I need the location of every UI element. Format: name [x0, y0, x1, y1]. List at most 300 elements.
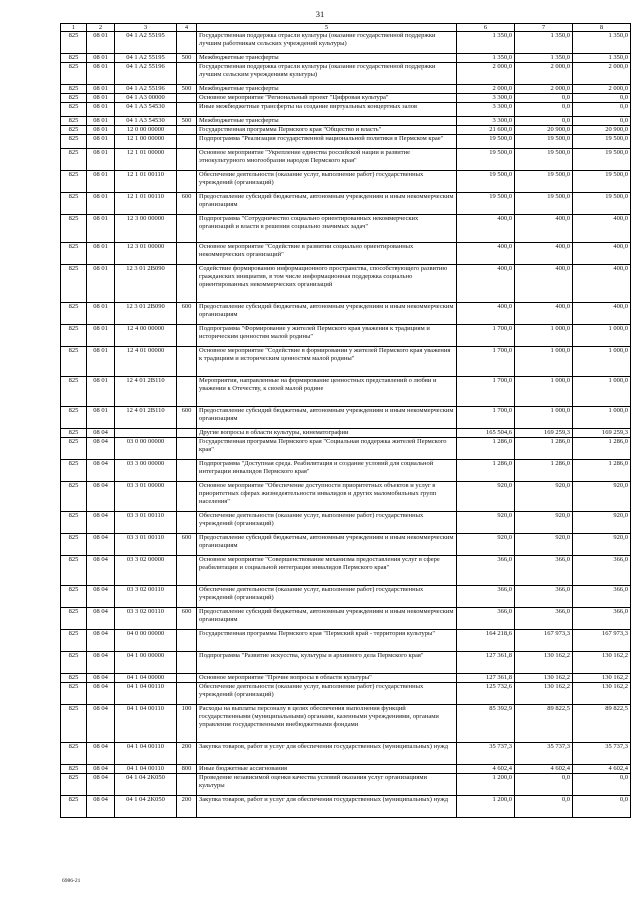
cell-target-article: 03 3 01 00110	[115, 534, 177, 556]
cell-amount-2023: 0,0	[515, 117, 573, 126]
cell-description: Подпрограмма "Сотрудничество социально ориентированных некоммерческих организаций и власти в решении социально значимых задач"	[197, 215, 457, 243]
cell-description: Основное мероприятие "Совершенствование механизма предоставления услуг в сфере реабилитации и социальной интеграции инвалидов Пермского края"	[197, 556, 457, 586]
cell-amount-2024: 89 822,5	[573, 705, 631, 743]
cell-amount-2022: 165 504,6	[457, 429, 515, 438]
cell-grbs: 825	[61, 460, 87, 482]
cell-target-article: 04 1 00 00000	[115, 652, 177, 674]
cell-grbs: 825	[61, 482, 87, 512]
cell-target-article: 04 1 04 00110	[115, 683, 177, 705]
cell-amount-2023: 19 500,0	[515, 193, 573, 215]
cell-description: Иные межбюджетные трансферты на создание виртуальных концертных залов	[197, 103, 457, 117]
cell-grbs: 825	[61, 765, 87, 774]
table-row	[61, 534, 631, 556]
cell-grbs: 825	[61, 743, 87, 765]
cell-expense-type	[177, 683, 197, 705]
cell-grbs: 825	[61, 243, 87, 265]
cell-description: Основное мероприятие "Региональный проект "Цифровая культура"	[197, 94, 457, 103]
cell-amount-2024: 2 000,0	[573, 63, 631, 85]
cell-amount-2024: 920,0	[573, 534, 631, 556]
cell-target-article: 12 1 00 00000	[115, 135, 177, 149]
cell-grbs: 825	[61, 149, 87, 171]
cell-section: 08 01	[87, 135, 115, 149]
table-row	[61, 429, 631, 438]
cell-expense-type	[177, 438, 197, 460]
cell-amount-2022: 366,0	[457, 608, 515, 630]
header-cell: 2	[87, 24, 115, 32]
cell-amount-2023: 1 000,0	[515, 377, 573, 407]
cell-grbs: 825	[61, 117, 87, 126]
cell-grbs: 825	[61, 774, 87, 796]
cell-amount-2022: 19 500,0	[457, 171, 515, 193]
cell-target-article: 04 1 04 2K050	[115, 774, 177, 796]
cell-description: Межбюджетные трансферты	[197, 85, 457, 94]
cell-amount-2024: 400,0	[573, 303, 631, 325]
cell-amount-2023: 400,0	[515, 303, 573, 325]
cell-expense-type	[177, 171, 197, 193]
cell-expense-type: 500	[177, 117, 197, 126]
cell-section: 08 04	[87, 705, 115, 743]
cell-grbs: 825	[61, 556, 87, 586]
cell-amount-2022: 125 732,6	[457, 683, 515, 705]
cell-amount-2024: 1 350,0	[573, 54, 631, 63]
cell-amount-2022: 1 350,0	[457, 54, 515, 63]
cell-amount-2023: 130 162,2	[515, 683, 573, 705]
cell-target-article: 12 4 01 00000	[115, 347, 177, 377]
cell-amount-2022: 35 737,3	[457, 743, 515, 765]
cell-target-article: 03 3 02 00110	[115, 608, 177, 630]
table-row	[61, 103, 631, 117]
cell-grbs: 825	[61, 429, 87, 438]
cell-amount-2024: 20 900,0	[573, 126, 631, 135]
cell-description: Подпрограмма "Развитие искусства, культуры и архивного дела Пермского края"	[197, 652, 457, 674]
cell-target-article: 04 1 A3 54530	[115, 117, 177, 126]
cell-section: 08 04	[87, 586, 115, 608]
cell-description: Государственная программа Пермского края "Пермский край - территория культуры"	[197, 630, 457, 652]
cell-amount-2023: 167 973,3	[515, 630, 573, 652]
cell-expense-type: 600	[177, 407, 197, 429]
cell-amount-2023: 2 000,0	[515, 63, 573, 85]
page-number: 31	[315, 9, 325, 19]
cell-section: 08 04	[87, 683, 115, 705]
cell-expense-type	[177, 103, 197, 117]
table-row	[61, 94, 631, 103]
table-row	[61, 796, 631, 818]
cell-grbs: 825	[61, 94, 87, 103]
header-cell: 3	[115, 24, 177, 32]
cell-amount-2022: 920,0	[457, 482, 515, 512]
cell-expense-type: 100	[177, 705, 197, 743]
cell-section: 08 04	[87, 556, 115, 586]
cell-amount-2023: 0,0	[515, 774, 573, 796]
cell-amount-2024: 0,0	[573, 117, 631, 126]
cell-amount-2023: 1 000,0	[515, 347, 573, 377]
cell-section: 08 04	[87, 438, 115, 460]
cell-grbs: 825	[61, 347, 87, 377]
cell-description: Обеспечение деятельности (оказание услуг, выполнение работ) государственных учреждений (организаций)	[197, 586, 457, 608]
table-row	[61, 85, 631, 94]
cell-amount-2024: 19 500,0	[573, 149, 631, 171]
cell-expense-type	[177, 586, 197, 608]
cell-amount-2024: 2 000,0	[573, 85, 631, 94]
cell-amount-2023: 1 286,0	[515, 438, 573, 460]
cell-amount-2022: 1 286,0	[457, 460, 515, 482]
cell-grbs: 825	[61, 608, 87, 630]
table-row	[61, 63, 631, 85]
cell-amount-2023: 920,0	[515, 482, 573, 512]
cell-expense-type	[177, 135, 197, 149]
cell-expense-type: 600	[177, 303, 197, 325]
cell-target-article: 12 4 01 2B110	[115, 377, 177, 407]
cell-amount-2022: 366,0	[457, 556, 515, 586]
cell-amount-2024: 1 350,0	[573, 32, 631, 54]
cell-section: 08 04	[87, 674, 115, 683]
cell-section: 08 04	[87, 608, 115, 630]
cell-target-article: 12 4 00 00000	[115, 325, 177, 347]
cell-grbs: 825	[61, 512, 87, 534]
cell-amount-2023: 366,0	[515, 586, 573, 608]
table-row	[61, 32, 631, 54]
cell-grbs: 825	[61, 705, 87, 743]
cell-target-article: 04 1 A2 55195	[115, 54, 177, 63]
cell-target-article: 04 1 A2 55196	[115, 63, 177, 85]
cell-description: Обеспечение деятельности (оказание услуг, выполнение работ) государственных учреждений (организаций)	[197, 683, 457, 705]
cell-section: 08 04	[87, 630, 115, 652]
cell-amount-2023: 89 822,5	[515, 705, 573, 743]
cell-target-article	[115, 429, 177, 438]
cell-section: 08 01	[87, 377, 115, 407]
cell-amount-2022: 1 700,0	[457, 377, 515, 407]
table-row	[61, 377, 631, 407]
cell-grbs: 825	[61, 32, 87, 54]
cell-expense-type	[177, 377, 197, 407]
cell-grbs: 825	[61, 303, 87, 325]
cell-grbs: 825	[61, 630, 87, 652]
cell-amount-2022: 19 500,0	[457, 193, 515, 215]
cell-amount-2023: 169 259,3	[515, 429, 573, 438]
cell-expense-type	[177, 512, 197, 534]
cell-amount-2022: 3 300,0	[457, 94, 515, 103]
cell-grbs: 825	[61, 103, 87, 117]
table-row	[61, 674, 631, 683]
cell-amount-2023: 19 500,0	[515, 171, 573, 193]
cell-amount-2022: 164 218,6	[457, 630, 515, 652]
cell-amount-2022: 4 602,4	[457, 765, 515, 774]
table-row	[61, 765, 631, 774]
cell-grbs: 825	[61, 193, 87, 215]
cell-section: 08 01	[87, 171, 115, 193]
cell-description: Закупка товаров, работ и услуг для обеспечения государственных (муниципальных) нужд	[197, 796, 457, 818]
cell-expense-type: 500	[177, 54, 197, 63]
cell-amount-2022: 920,0	[457, 534, 515, 556]
cell-amount-2024: 1 000,0	[573, 325, 631, 347]
cell-description: Подпрограмма "Реализация государственной национальной политики в Пермском крае"	[197, 135, 457, 149]
cell-section: 08 01	[87, 103, 115, 117]
cell-description: Межбюджетные трансферты	[197, 54, 457, 63]
cell-expense-type	[177, 215, 197, 243]
cell-amount-2023: 130 162,2	[515, 652, 573, 674]
cell-section: 08 04	[87, 796, 115, 818]
cell-section: 08 01	[87, 85, 115, 94]
cell-description: Межбюджетные трансферты	[197, 117, 457, 126]
cell-grbs: 825	[61, 674, 87, 683]
cell-amount-2022: 400,0	[457, 215, 515, 243]
cell-amount-2023: 1 000,0	[515, 407, 573, 429]
table-row	[61, 683, 631, 705]
cell-description: Государственная программа Пермского края "Общество и власть"	[197, 126, 457, 135]
cell-target-article: 04 1 04 00000	[115, 674, 177, 683]
budget-table	[60, 23, 631, 818]
cell-grbs: 825	[61, 438, 87, 460]
table-row	[61, 774, 631, 796]
cell-expense-type	[177, 429, 197, 438]
cell-target-article: 03 3 00 00000	[115, 460, 177, 482]
cell-expense-type: 600	[177, 608, 197, 630]
header-cell: 4	[177, 24, 197, 32]
cell-expense-type	[177, 265, 197, 303]
cell-amount-2024: 19 500,0	[573, 193, 631, 215]
cell-description: Основное мероприятие "Укрепление единства российской нации и развитие этнокультурного многообразия народов Пермского края"	[197, 149, 457, 171]
cell-grbs: 825	[61, 54, 87, 63]
cell-section: 08 04	[87, 774, 115, 796]
cell-description: Предоставление субсидий бюджетным, автономным учреждениям и иным некоммерческим организациям	[197, 407, 457, 429]
cell-amount-2022: 1 200,0	[457, 774, 515, 796]
cell-grbs: 825	[61, 171, 87, 193]
cell-amount-2023: 1 350,0	[515, 54, 573, 63]
cell-target-article: 12 3 01 2B090	[115, 265, 177, 303]
cell-target-article: 04 1 04 00110	[115, 743, 177, 765]
cell-target-article: 04 1 04 00110	[115, 765, 177, 774]
cell-amount-2024: 130 162,2	[573, 683, 631, 705]
cell-amount-2023: 1 286,0	[515, 460, 573, 482]
cell-section: 08 01	[87, 325, 115, 347]
table-row	[61, 743, 631, 765]
table-row	[61, 630, 631, 652]
cell-section: 08 01	[87, 243, 115, 265]
cell-amount-2022: 19 500,0	[457, 149, 515, 171]
cell-expense-type	[177, 325, 197, 347]
cell-amount-2024: 1 000,0	[573, 377, 631, 407]
table-row	[61, 149, 631, 171]
cell-amount-2022: 127 361,8	[457, 674, 515, 683]
cell-amount-2023: 0,0	[515, 103, 573, 117]
table-row	[61, 117, 631, 126]
cell-target-article: 12 1 01 00110	[115, 171, 177, 193]
cell-amount-2023: 20 900,0	[515, 126, 573, 135]
cell-section: 08 01	[87, 347, 115, 377]
footer-code: 6986-21	[62, 878, 81, 884]
table-row	[61, 705, 631, 743]
cell-expense-type	[177, 243, 197, 265]
table-row	[61, 215, 631, 243]
header-cell: 5	[197, 24, 457, 32]
cell-section: 08 04	[87, 460, 115, 482]
cell-description: Основное мероприятие "Содействие в формировании у жителей Пермского края уважения к традициям и историческим ценностям малой родины"	[197, 347, 457, 377]
table-row	[61, 512, 631, 534]
cell-grbs: 825	[61, 796, 87, 818]
cell-grbs: 825	[61, 534, 87, 556]
cell-amount-2023: 1 000,0	[515, 325, 573, 347]
cell-amount-2022: 1 700,0	[457, 407, 515, 429]
cell-expense-type: 200	[177, 796, 197, 818]
cell-description: Другие вопросы в области культуры, кинематографии	[197, 429, 457, 438]
table-row	[61, 325, 631, 347]
cell-target-article: 04 1 A2 55195	[115, 32, 177, 54]
cell-expense-type	[177, 347, 197, 377]
cell-amount-2023: 0,0	[515, 796, 573, 818]
cell-description: Закупка товаров, работ и услуг для обеспечения государственных (муниципальных) нужд	[197, 743, 457, 765]
cell-amount-2024: 1 286,0	[573, 460, 631, 482]
cell-grbs: 825	[61, 586, 87, 608]
cell-amount-2024: 1 286,0	[573, 438, 631, 460]
cell-amount-2024: 1 000,0	[573, 407, 631, 429]
cell-section: 08 01	[87, 94, 115, 103]
table-row	[61, 460, 631, 482]
cell-description: Обеспечение деятельности (оказание услуг, выполнение работ) государственных учреждений (организаций)	[197, 171, 457, 193]
cell-target-article: 12 3 00 00000	[115, 215, 177, 243]
cell-amount-2022: 3 300,0	[457, 117, 515, 126]
cell-amount-2024: 366,0	[573, 608, 631, 630]
cell-amount-2024: 35 737,3	[573, 743, 631, 765]
cell-amount-2022: 400,0	[457, 243, 515, 265]
cell-section: 08 04	[87, 429, 115, 438]
cell-description: Государственная поддержка отрасли культуры (оказание государственной поддержки лучшим работникам сельских учреждений культуры)	[197, 32, 457, 54]
cell-amount-2024: 920,0	[573, 512, 631, 534]
cell-amount-2022: 1 286,0	[457, 438, 515, 460]
cell-amount-2024: 19 500,0	[573, 171, 631, 193]
table-row	[61, 482, 631, 512]
cell-target-article: 12 0 00 00000	[115, 126, 177, 135]
cell-section: 08 01	[87, 265, 115, 303]
cell-description: Государственная поддержка отрасли культуры (оказание государственной поддержки лучшим сельским учреждениям культуры)	[197, 63, 457, 85]
cell-grbs: 825	[61, 135, 87, 149]
cell-amount-2024: 4 602,4	[573, 765, 631, 774]
cell-target-article: 03 3 01 00000	[115, 482, 177, 512]
cell-description: Государственная программа Пермского края "Социальная поддержка жителей Пермского края"	[197, 438, 457, 460]
cell-description: Проведение независимой оценки качества условий оказания услуг организациями культуры	[197, 774, 457, 796]
cell-amount-2023: 1 350,0	[515, 32, 573, 54]
cell-target-article: 03 0 00 00000	[115, 438, 177, 460]
cell-amount-2024: 400,0	[573, 215, 631, 243]
cell-grbs: 825	[61, 126, 87, 135]
cell-amount-2023: 35 737,3	[515, 743, 573, 765]
cell-target-article: 12 3 01 00000	[115, 243, 177, 265]
cell-amount-2022: 2 000,0	[457, 63, 515, 85]
table-row	[61, 438, 631, 460]
cell-target-article: 12 1 01 00000	[115, 149, 177, 171]
table-row	[61, 347, 631, 377]
cell-description: Мероприятия, направленные на формирование ценностных представлений о любви и уважении к Отечеству, к своей малой родине	[197, 377, 457, 407]
cell-section: 08 04	[87, 765, 115, 774]
cell-description: Содействие формированию информационного пространства, способствующего развитию гражданских инициатив, в том числе информационная поддержка социально ориентированных некоммерческих организаций	[197, 265, 457, 303]
cell-section: 08 04	[87, 512, 115, 534]
cell-target-article: 03 3 02 00110	[115, 586, 177, 608]
cell-amount-2024: 400,0	[573, 243, 631, 265]
cell-amount-2022: 366,0	[457, 586, 515, 608]
cell-section: 08 01	[87, 54, 115, 63]
cell-amount-2024: 130 162,2	[573, 652, 631, 674]
cell-amount-2022: 1 200,0	[457, 796, 515, 818]
cell-amount-2023: 19 500,0	[515, 149, 573, 171]
table-row	[61, 243, 631, 265]
cell-target-article: 04 0 00 00000	[115, 630, 177, 652]
cell-section: 08 04	[87, 482, 115, 512]
cell-grbs: 825	[61, 652, 87, 674]
cell-expense-type	[177, 460, 197, 482]
table-row	[61, 608, 631, 630]
cell-target-article: 03 3 02 00000	[115, 556, 177, 586]
cell-amount-2024: 920,0	[573, 482, 631, 512]
cell-expense-type	[177, 652, 197, 674]
cell-section: 08 01	[87, 126, 115, 135]
cell-description: Обеспечение деятельности (оказание услуг, выполнение работ) государственных учреждений (организаций)	[197, 512, 457, 534]
cell-amount-2024: 1 000,0	[573, 347, 631, 377]
cell-expense-type	[177, 63, 197, 85]
cell-amount-2023: 400,0	[515, 243, 573, 265]
cell-expense-type: 600	[177, 534, 197, 556]
table-row	[61, 586, 631, 608]
cell-amount-2024: 169 259,3	[573, 429, 631, 438]
cell-amount-2024: 167 973,3	[573, 630, 631, 652]
cell-amount-2022: 1 700,0	[457, 325, 515, 347]
cell-description: Основное мероприятие "Прочие вопросы в области культуры"	[197, 674, 457, 683]
cell-section: 08 04	[87, 534, 115, 556]
cell-section: 08 01	[87, 215, 115, 243]
cell-description: Основное мероприятие "Обеспечение доступности приоритетных объектов и услуг в приоритетных сферах жизнедеятельности инвалидов и других маломобильных групп населения"	[197, 482, 457, 512]
table-row	[61, 265, 631, 303]
cell-description: Предоставление субсидий бюджетным, автономным учреждениям и иным некоммерческим организациям	[197, 534, 457, 556]
cell-section: 08 04	[87, 652, 115, 674]
cell-target-article: 04 1 04 2K050	[115, 796, 177, 818]
cell-description: Подпрограмма "Доступная среда. Реабилитация и создание условий для социальной интеграции инвалидов Пермского края"	[197, 460, 457, 482]
cell-description: Предоставление субсидий бюджетным, автономным учреждениям и иным некоммерческим организациям	[197, 303, 457, 325]
cell-expense-type	[177, 674, 197, 683]
cell-expense-type: 500	[177, 85, 197, 94]
cell-amount-2024: 130 162,2	[573, 674, 631, 683]
table-row	[61, 135, 631, 149]
table-row	[61, 193, 631, 215]
cell-amount-2023: 366,0	[515, 556, 573, 586]
cell-amount-2024: 0,0	[573, 796, 631, 818]
cell-section: 08 01	[87, 303, 115, 325]
cell-expense-type	[177, 94, 197, 103]
cell-amount-2022: 21 600,0	[457, 126, 515, 135]
table-row	[61, 303, 631, 325]
header-cell: 8	[573, 24, 631, 32]
cell-amount-2024: 400,0	[573, 265, 631, 303]
cell-expense-type: 200	[177, 743, 197, 765]
cell-amount-2023: 920,0	[515, 512, 573, 534]
cell-target-article: 04 1 04 00110	[115, 705, 177, 743]
cell-target-article: 04 1 A3 54530	[115, 103, 177, 117]
cell-amount-2024: 0,0	[573, 94, 631, 103]
cell-grbs: 825	[61, 683, 87, 705]
cell-section: 08 01	[87, 63, 115, 85]
cell-description: Подпрограмма "Формирование у жителей Пермского края уважения к традициям и историческим ценностям малой родины"	[197, 325, 457, 347]
cell-amount-2023: 19 500,0	[515, 135, 573, 149]
cell-amount-2022: 2 000,0	[457, 85, 515, 94]
table-header-row	[61, 24, 631, 32]
cell-amount-2024: 0,0	[573, 103, 631, 117]
cell-expense-type	[177, 774, 197, 796]
cell-grbs: 825	[61, 85, 87, 94]
cell-description: Предоставление субсидий бюджетным, автономным учреждениям и иным некоммерческим организациям	[197, 193, 457, 215]
cell-amount-2023: 920,0	[515, 534, 573, 556]
cell-grbs: 825	[61, 215, 87, 243]
cell-target-article: 12 1 01 00110	[115, 193, 177, 215]
cell-amount-2023: 130 162,2	[515, 674, 573, 683]
cell-expense-type	[177, 126, 197, 135]
table-row	[61, 652, 631, 674]
